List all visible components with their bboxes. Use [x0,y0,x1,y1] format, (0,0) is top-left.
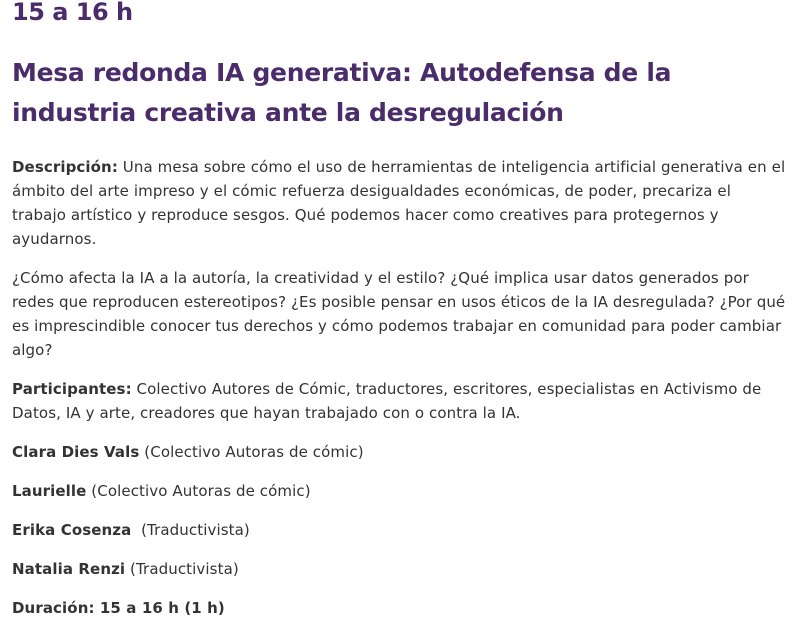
speaker-name: Laurielle [12,482,87,500]
speaker-item [12,440,787,464]
speaker-item [12,518,787,542]
participants-text: Colectivo Autores de Cómic, traductores, escritores, especialistas en Activismo de Datos, IA y arte, creadores que hayan trabajado con o contra la IA. [12,380,762,422]
participants-label: Participantes: [12,380,132,398]
time-heading: 15 a 16 h [12,0,133,26]
speaker-item [12,557,787,581]
speaker-affiliation: (Colectivo Autoras de cómic) [139,443,364,461]
description-paragraph [12,155,787,251]
speaker-affiliation: (Colectivo Autoras de cómic) [86,482,311,500]
speaker-name: Erika Cosenza [12,521,132,539]
description-text: Una mesa sobre cómo el uso de herramientas de inteligencia artificial generativa en el ámbito del arte impreso y el cómic refuerza desigualdades económicas, de poder, precariza el trabajo artístico y reproduce sesgos. Qué podemos hacer como creatives para protegernos y ayudarnos. [12,158,786,248]
participants-paragraph [12,377,787,425]
event-title: Mesa redonda IA generativa: Autodefensa de la industria creativa ante la desregulación [12,58,672,127]
questions-paragraph: ¿Cómo afecta la IA a la autoría, la creatividad y el estilo? ¿Qué implica usar datos generados por redes que reproducen estereotipos? ¿Es posible pensar en usos éticos de la IA desregulada? ¿Por qué es imprescindible conocer tus derechos y cómo podemos trabajar en comunidad para poder cambiar algo? [12,269,786,359]
description-label: Descripción: [12,158,118,176]
duration-text: Duración: 15 a 16 h (1 h) [12,599,225,617]
speaker-item [12,479,787,503]
speaker-affiliation: (Traductivista) [125,560,239,578]
duration-paragraph [12,596,787,620]
speaker-name: Clara Dies Vals [12,443,140,461]
speaker-name: Natalia Renzi [12,560,126,578]
event-body [12,155,787,635]
speaker-affiliation: (Traductivista) [131,521,250,539]
